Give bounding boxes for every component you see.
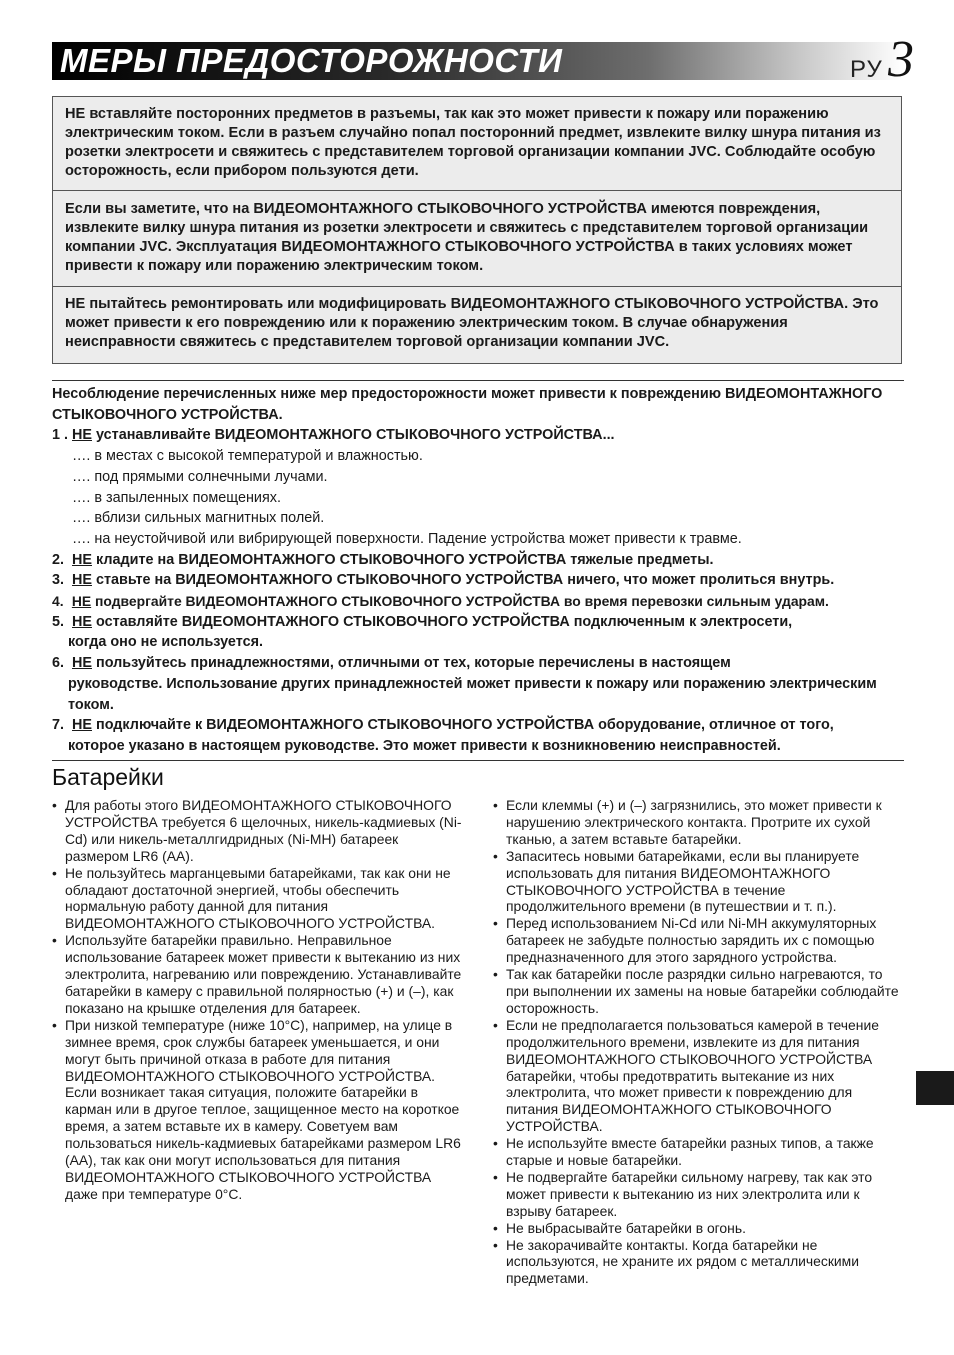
item-number: 2.: [52, 551, 65, 568]
item-number: 5.: [52, 613, 65, 630]
list-item: [493, 797, 903, 848]
page-title: МЕРЫ ПРЕДОСТОРОЖНОСТИ: [60, 42, 563, 79]
batteries-heading: Батарейки: [52, 764, 164, 790]
list-item: [493, 1237, 903, 1288]
not-word: НЕ: [72, 572, 92, 589]
caution-subitem: …. в запыленных помещениях.: [72, 489, 281, 506]
header-bar: [52, 42, 904, 80]
item-text: ставьте на ВИДЕОМОНТАЖНОГО СТЫКОВОЧНОГО УСТРОЙСТВА ничего, что может пролиться внутрь.: [96, 572, 835, 589]
caution-subitem: …. в местах с высокой температурой и влажностью.: [72, 448, 423, 465]
language-code: РУ: [850, 56, 883, 83]
caution-intro: Несоблюдение перечисленных ниже мер предосторожности может привести к повреждению ВИДЕОМОНТАЖНОГО СТЫКОВОЧНОГО УСТРОЙСТВА.: [52, 386, 883, 423]
warning-paragraph: НЕ пытайтесь ремонтировать или модифицировать ВИДЕОМОНТАЖНОГО СТЫКОВОЧНОГО УСТРОЙСТВА. Это может привести к его повреждению или к поражению электрическим током. В случае обнаружения неисправности свяжитесь с представителем торговой организации компании JVC.: [65, 296, 879, 350]
bullet-icon: •: [493, 966, 498, 983]
warning-paragraph: Если вы заметите, что на ВИДЕОМОНТАЖНОГО СТЫКОВОЧНОГО УСТРОЙСТВА имеются повреждения, извлеките вилку шнура питания из розетки электросети и свяжитесь с представителем торговой организации компании JVC. Эксплуатация ВИДЕОМОНТАЖНОГО СТЫКОВОЧНОГО УСТРОЙСТВА в таких условиях может привести к пожару или поражению электрическим током.: [65, 201, 869, 274]
list-item-text: Так как батарейки после разрядки сильно нагреваются, то при выполнении их замены на новые батарейки соблюдайте осторожность.: [506, 966, 899, 1016]
caution-item-2: [52, 550, 912, 571]
list-item: [493, 1017, 903, 1135]
bullet-icon: •: [493, 915, 498, 932]
not-word: НЕ: [72, 427, 92, 444]
caution-item-continuation: когда оно не используется.: [68, 634, 263, 651]
not-word: НЕ: [72, 551, 92, 568]
item-number: 1 .: [52, 427, 68, 444]
list-item: [493, 1169, 903, 1220]
caution-item-6: [52, 653, 912, 674]
list-item-text: Запаситесь новыми батарейками, если вы планируете использовать для питания ВИДЕОМОНТАЖНОГО СТЫКОВОЧНОГО УСТРОЙСТВА в течение продолжительного времени (в путешествии и т. п.).: [506, 847, 860, 915]
caution-item-7: [52, 715, 912, 736]
caution-item-3: [52, 570, 912, 591]
list-item: [493, 848, 903, 916]
list-item-text: Используйте батарейки правильно. Неправильное использование батареек может привести к вытеканию из них электролита, нагреванию или повреждению. Устанавливайте батарейки в камеру с правильной полярностью (+) и (–), как показано на крышке отделения для батареек.: [65, 932, 462, 1016]
list-item-text: Перед использованием Ni-Cd или Ni-MH аккумуляторных батареек не забудьте полностью зарядить их с помощью предназначенного для этого зарядного устройства.: [506, 915, 877, 966]
warning-divider: [53, 286, 901, 287]
caution-subitem: …. под прямыми солнечными лучами.: [72, 468, 328, 485]
section-rule-top: [52, 380, 904, 381]
warning-paragraph: НЕ вставляйте посторонних предметов в разъемы, так как это может привести к пожару или поражению электрическим током. Если в разъем случайно попал посторонний предмет, извлеките вилку шнура питания из розетки электросети и свяжитесь с представителем торговой организации компании JVC. Соблюдайте особую осторожность, если прибором пользуются дети.: [65, 106, 881, 179]
list-item-text: Если не предполагается пользоваться камерой в течение продолжительного времени, извлеките из для питания ВИДЕОМОНТАЖНОГО СТЫКОВОЧНОГО УСТРОЙСТВА батарейки, чтобы предотвратить вытекание из них электролита, что может привести к повреждению для питания ВИДЕОМОНТАЖНОГО СТЫКОВОЧНОГО УСТРОЙСТВА.: [506, 1016, 879, 1135]
bullet-icon: •: [52, 797, 57, 813]
bullet-icon: •: [493, 1219, 498, 1236]
list-item: [493, 915, 903, 966]
list-item: [493, 1135, 903, 1169]
not-word: НЕ: [72, 613, 92, 630]
item-text: подключайте к ВИДЕОМОНТАЖНОГО СТЫКОВОЧНОГО УСТРОЙСТВА оборудование, отличное от того,: [96, 717, 834, 734]
list-item: [493, 966, 903, 1017]
item-text: подвергайте ВИДЕОМОНТАЖНОГО СТЫКОВОЧНОГО УСТРОЙСТВА во время перевозки сильным ударам.: [95, 593, 829, 610]
caution-subitem: …. на неустойчивой или вибрирующей поверхности. Падение устройства может привести к травме.: [72, 530, 742, 547]
caution-subitem: …. вблизи сильных магнитных полей.: [72, 510, 325, 527]
warning-box: [52, 96, 902, 364]
caution-section: [52, 384, 912, 757]
item-number: 7.: [52, 717, 65, 734]
list-item: [52, 932, 462, 1017]
bullet-icon: •: [52, 1016, 57, 1033]
caution-item-4: [52, 591, 912, 612]
list-item: [52, 797, 462, 865]
caution-item-1: [52, 425, 912, 446]
section-edge-tab: [916, 1071, 954, 1105]
bullet-icon: •: [52, 864, 57, 881]
list-item-text: Не закорачивайте контакты. Когда батарейки не используются, не храните их рядом с металлическими предметами.: [506, 1236, 859, 1287]
list-item-text: Не пользуйтесь марганцевыми батарейками, так как они не обладают достаточной энергией, чтобы обеспечить нормальную работу данной для питания ВИДЕОМОНТАЖНОГО СТЫКОВОЧНОГО УСТРОЙСТВА.: [65, 864, 451, 932]
item-text: оставляйте ВИДЕОМОНТАЖНОГО СТЫКОВОЧНОГО УСТРОЙСТВА подключенным к электросети,: [96, 613, 793, 630]
item-number: 4.: [52, 593, 64, 610]
item-text: кладите на ВИДЕОМОНТАЖНОГО СТЫКОВОЧНОГО УСТРОЙСТВА тяжелые предметы.: [96, 551, 714, 568]
item-text: пользуйтесь принадлежностями, отличными от тех, которые перечислены в настоящем: [96, 655, 731, 672]
list-item-text: При низкой температуре (ниже 10°C), например, на улице в зимнее время, срок службы батареек уменьшается, и они могут быть причиной отказа в работе для питания ВИДЕОМОНТАЖНОГО СТЫКОВОЧНОГО УСТРОЙСТВА. Если возникает такая ситуация, положите батарейки в карман или в другое теплое, защищенное место на короткое время, а затем вставьте их в камеру. Советуем вам пользоваться никель-кадмиевых батарейками размером LR6 (АА), так как они могут использоваться для питания ВИДЕОМОНТАЖНОГО СТЫКОВОЧНОГО УСТРОЙСТВА даже при температуре 0°C.: [65, 1016, 461, 1202]
caution-item-continuation: которое указано в настоящем руководстве. Это может привести к возникновению неисправностей.: [68, 737, 781, 754]
not-word: НЕ: [72, 717, 92, 734]
list-item-text: Не подвергайте батарейки сильному нагреву, так как это может привести к вытеканию из них электролита или к взрыву батареек.: [506, 1168, 873, 1219]
bullet-icon: •: [493, 1168, 498, 1185]
not-word: НЕ: [71, 593, 92, 610]
list-item-text: Если клеммы (+) и (–) загрязнились, это может привести к нарушению электрического контакта. Протрите их сухой тканью, а затем вставьте батарейки.: [506, 797, 882, 847]
bullet-icon: •: [493, 1016, 498, 1033]
bullet-icon: •: [52, 932, 57, 949]
page-number: 3: [888, 31, 914, 88]
list-item: [52, 865, 462, 933]
warning-divider: [53, 190, 901, 191]
bullet-icon: •: [493, 1236, 498, 1253]
list-item: [493, 1220, 903, 1237]
batteries-right-column: [493, 797, 903, 1287]
caution-item-continuation: руководстве. Использование других принадлежностей может привести к пожару или поражению электрическим током.: [68, 675, 877, 713]
item-text: устанавливайте ВИДЕОМОНТАЖНОГО СТЫКОВОЧНОГО УСТРОЙСТВА...: [96, 427, 615, 444]
item-number: 6.: [52, 655, 65, 672]
list-item-text: Не выбрасывайте батарейки в огонь.: [506, 1219, 746, 1236]
bullet-icon: •: [493, 1135, 498, 1152]
bullet-icon: •: [493, 847, 498, 864]
caution-item-5: [52, 612, 912, 633]
item-number: 3.: [52, 572, 65, 589]
list-item-text: Для работы этого ВИДЕОМОНТАЖНОГО СТЫКОВОЧНОГО УСТРОЙСТВА требуется 6 щелочных, никель-кадмиевых (Ni-Cd) или никель-металлгидридных (Ni-MH) батареек размером LR6 (АА).: [65, 797, 462, 864]
list-item-text: Не используйте вместе батарейки разных типов, а также старые и новые батарейки.: [506, 1135, 874, 1169]
list-item: [52, 1017, 462, 1203]
batteries-left-column: [52, 797, 462, 1203]
bullet-icon: •: [493, 797, 498, 813]
section-rule-bottom: [52, 760, 904, 761]
not-word: НЕ: [72, 655, 92, 672]
